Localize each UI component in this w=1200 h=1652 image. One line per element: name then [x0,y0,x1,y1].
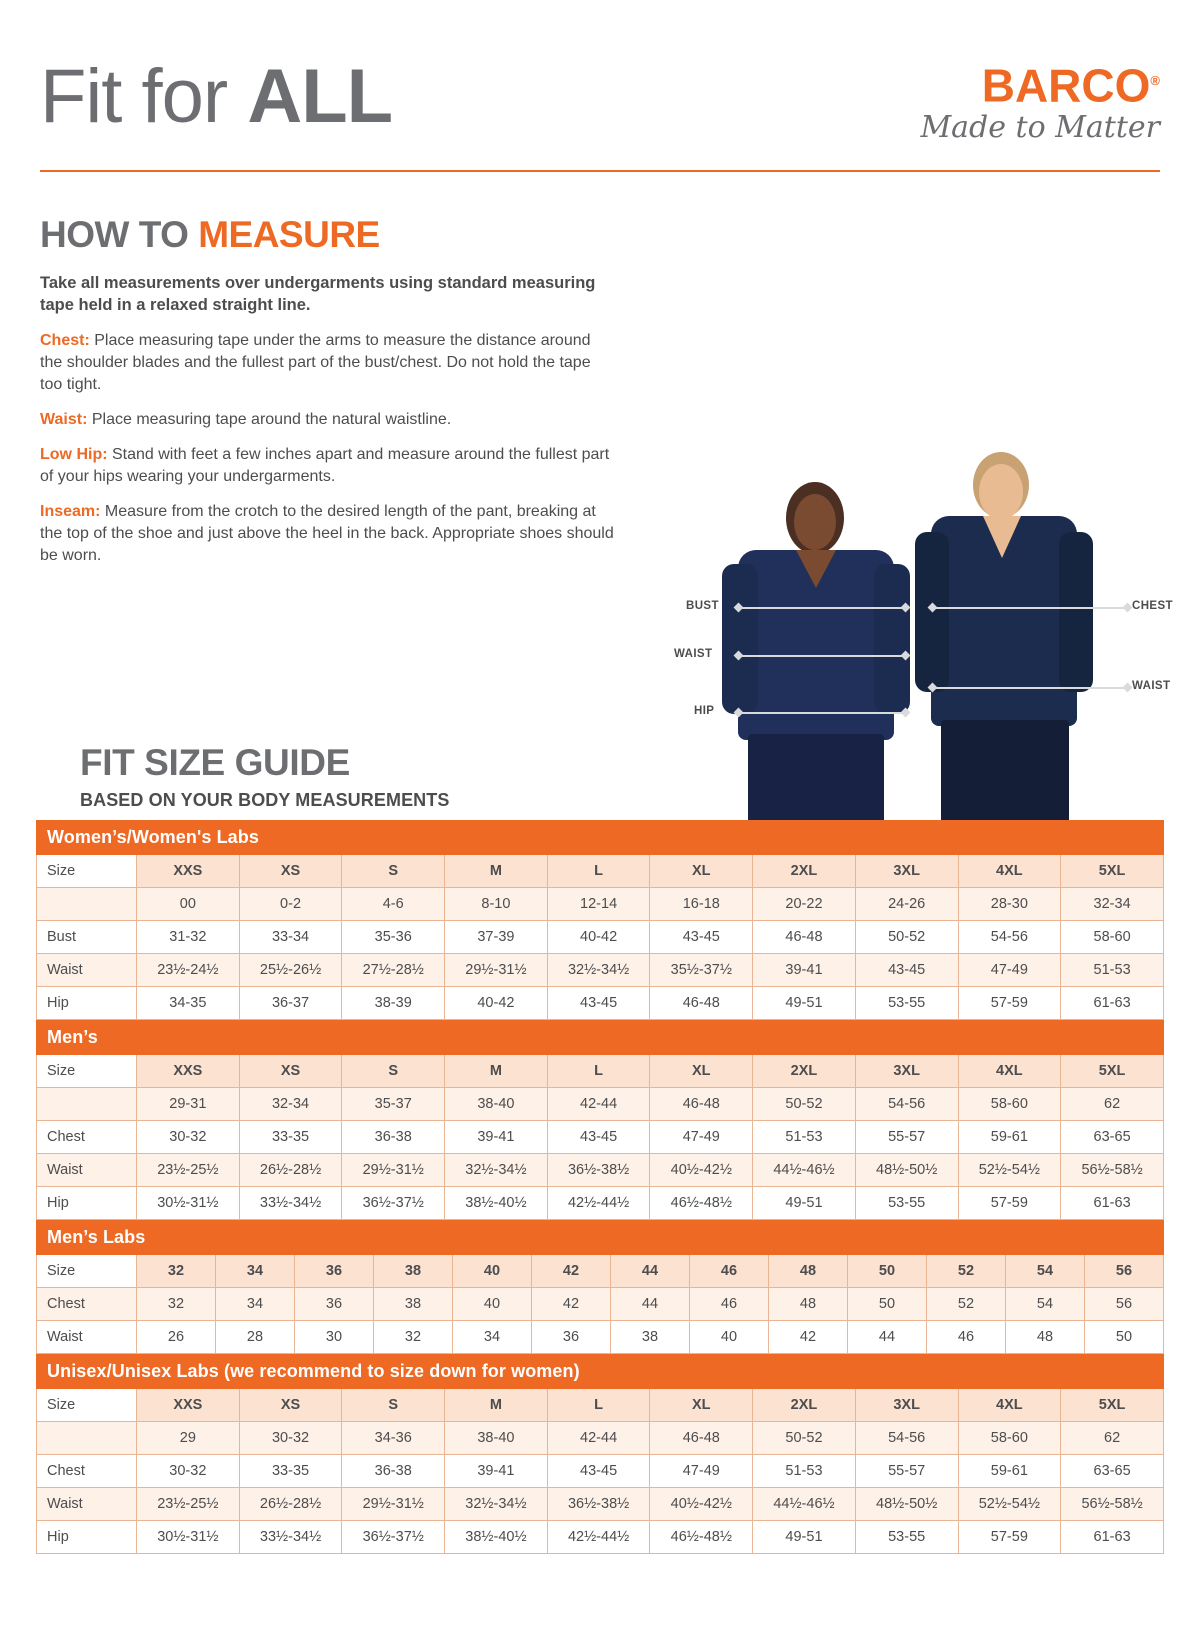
size-cell: XS [239,1055,342,1088]
numeric-cell: 8-10 [445,888,548,921]
numeric-cell: 54-56 [855,1088,958,1121]
size-label-mens-labs: Size [37,1255,137,1288]
table-row [37,954,1164,987]
value-cell: 57-59 [958,1187,1061,1220]
value-cell: 51-53 [1061,954,1164,987]
value-cell: 56½-58½ [1061,1154,1164,1187]
value-cell: 39-41 [445,1121,548,1154]
value-cell: 31-32 [137,921,240,954]
value-cell: 61-63 [1061,1521,1164,1554]
size-cell: XS [239,855,342,888]
size-label-mens: Size [37,1055,137,1088]
female-model-right-arm [874,564,910,714]
value-cell: 52 [927,1288,1006,1321]
value-cell: 53-55 [855,987,958,1020]
value-cell: 56 [1085,1288,1164,1321]
value-cell: 38-39 [342,987,445,1020]
value-cell: 52½-54½ [958,1154,1061,1187]
numeric-row-label [37,1088,137,1121]
numeric-cell: 24-26 [855,888,958,921]
fit-size-guide-subtitle: BASED ON YOUR BODY MEASUREMENTS [80,790,450,810]
value-cell: 34 [216,1288,295,1321]
how-to-measure-title-accent: MEASURE [198,214,380,255]
fit-size-guide-header [80,742,449,811]
numeric-cell: 20-22 [753,888,856,921]
female-model-vneck [796,550,836,588]
value-cell: 36½-37½ [342,1521,445,1554]
measure-item-waist-label: Waist: [40,411,88,428]
value-cell: 36-38 [342,1455,445,1488]
size-cell: 5XL [1061,1389,1164,1422]
value-cell: 46 [690,1288,769,1321]
size-cell: 3XL [855,1055,958,1088]
value-cell: 50 [848,1288,927,1321]
value-cell: 40 [690,1321,769,1354]
value-cell: 49-51 [753,1187,856,1220]
numeric-cell: 50-52 [753,1422,856,1455]
value-cell: 59-61 [958,1455,1061,1488]
hip-measure-line [738,712,906,714]
value-cell: 40-42 [547,921,650,954]
registered-mark-icon: ® [1150,73,1160,88]
value-cell: 48 [769,1288,848,1321]
measure-item-lowhip [40,444,615,488]
value-cell: 39-41 [753,954,856,987]
value-cell: 36½-38½ [547,1488,650,1521]
value-cell: 49-51 [753,1521,856,1554]
value-cell: 53-55 [855,1521,958,1554]
value-cell: 36-37 [239,987,342,1020]
numeric-cell: 32-34 [239,1088,342,1121]
numeric-cell: 4-6 [342,888,445,921]
value-cell: 37-39 [445,921,548,954]
value-cell: 47-49 [650,1455,753,1488]
numeric-cell: 00 [137,888,240,921]
measure-item-inseam-label: Inseam: [40,503,101,520]
value-cell: 56½-58½ [1061,1488,1164,1521]
value-cell: 30½-31½ [137,1187,240,1220]
value-cell: 38 [611,1321,690,1354]
value-cell: 50-52 [855,921,958,954]
value-cell: 38 [374,1288,453,1321]
size-cell: 2XL [753,1055,856,1088]
numeric-row-label [37,1422,137,1455]
row-label-chest: Chest [37,1121,137,1154]
chest-measure-line-male [932,607,1128,609]
value-cell: 58-60 [1061,921,1164,954]
row-label-hip: Hip [37,1521,137,1554]
bust-measure-line [738,607,906,609]
value-cell: 26 [137,1321,216,1354]
value-cell: 32 [374,1321,453,1354]
numeric-cell: 42-44 [547,1088,650,1121]
value-cell: 46 [927,1321,1006,1354]
row-label-waist: Waist [37,1321,137,1354]
value-cell: 33-35 [239,1455,342,1488]
value-cell: 43-45 [650,921,753,954]
size-cell: XS [239,1389,342,1422]
waist-label-left: WAIST [674,648,713,660]
numeric-cell: 16-18 [650,888,753,921]
numeric-cell: 38-40 [445,1422,548,1455]
waist-label-right: WAIST [1132,680,1171,692]
numeric-cell: 34-36 [342,1422,445,1455]
size-cell: L [547,855,650,888]
brand-name [981,58,1160,112]
size-cell: 34 [216,1255,295,1288]
measure-item-chest-text: Place measuring tape under the arms to measure the distance around the shoulder blades and the fullest part of the bust/chest. Do not hold the tape too tight. [40,332,591,393]
value-cell: 46½-48½ [650,1187,753,1220]
value-cell: 40½-42½ [650,1488,753,1521]
measure-item-inseam [40,501,615,567]
value-cell: 23½-24½ [137,954,240,987]
value-cell: 44½-46½ [753,1488,856,1521]
value-cell: 38½-40½ [445,1187,548,1220]
value-cell: 36½-38½ [547,1154,650,1187]
value-cell: 36 [532,1321,611,1354]
size-cell: 3XL [855,1389,958,1422]
size-label-unisex: Size [37,1389,137,1422]
size-cell: 4XL [958,1055,1061,1088]
measure-item-lowhip-text: Stand with feet a few inches apart and measure around the fullest part of your hips wearing your undergarments. [40,446,610,485]
value-cell: 42 [769,1321,848,1354]
value-cell: 30½-31½ [137,1521,240,1554]
male-model [915,452,1095,872]
table-row [37,1288,1164,1321]
value-cell: 30-32 [137,1121,240,1154]
row-label-waist: Waist [37,1488,137,1521]
size-cell: 4XL [958,855,1061,888]
numeric-row-label [37,888,137,921]
table-row [37,1055,1164,1088]
value-cell: 53-55 [855,1187,958,1220]
row-label-waist: Waist [37,954,137,987]
value-cell: 59-61 [958,1121,1061,1154]
value-cell: 35½-37½ [650,954,753,987]
row-label-chest: Chest [37,1455,137,1488]
waist-measure-line-female [738,655,906,657]
value-cell: 34-35 [137,987,240,1020]
value-cell: 51-53 [753,1121,856,1154]
measure-item-waist [40,409,615,431]
numeric-cell: 29 [137,1422,240,1455]
numeric-cell: 35-37 [342,1088,445,1121]
hip-label: HIP [694,705,715,717]
measure-lead-text: Take all measurements over undergarments using standard measuring tape held in a relaxed straight line. [40,274,596,314]
value-cell: 43-45 [547,1455,650,1488]
size-cell: S [342,855,445,888]
numeric-cell: 12-14 [547,888,650,921]
size-cell: 48 [769,1255,848,1288]
value-cell: 63-65 [1061,1121,1164,1154]
value-cell: 35-36 [342,921,445,954]
numeric-cell: 0-2 [239,888,342,921]
value-cell: 30-32 [137,1455,240,1488]
table-category-womens: Women’s/Women's Labs [37,821,1164,855]
size-cell: S [342,1055,445,1088]
size-cell: 46 [690,1255,769,1288]
numeric-cell: 54-56 [855,1422,958,1455]
numeric-cell: 62 [1061,1422,1164,1455]
value-cell: 25½-26½ [239,954,342,987]
numeric-cell: 62 [1061,1088,1164,1121]
male-model-vneck [983,516,1021,558]
table-row [37,1255,1164,1288]
table-row [37,1321,1164,1354]
value-cell: 57-59 [958,987,1061,1020]
table-row [37,855,1164,888]
value-cell: 44 [611,1288,690,1321]
value-cell: 40 [453,1288,532,1321]
size-cell: 5XL [1061,855,1164,888]
value-cell: 42 [532,1288,611,1321]
value-cell: 33½-34½ [239,1521,342,1554]
row-label-waist: Waist [37,1154,137,1187]
page-title-bold: ALL [247,54,393,139]
row-label-chest: Chest [37,1288,137,1321]
value-cell: 26½-28½ [239,1488,342,1521]
value-cell: 33-34 [239,921,342,954]
value-cell: 43-45 [547,987,650,1020]
table-row [37,1121,1164,1154]
size-cell: 52 [927,1255,1006,1288]
brand-logo [900,58,1160,146]
value-cell: 51-53 [753,1455,856,1488]
value-cell: 38½-40½ [445,1521,548,1554]
header-divider [40,170,1160,172]
size-cell: 40 [453,1255,532,1288]
value-cell: 28 [216,1321,295,1354]
value-cell: 43-45 [547,1121,650,1154]
value-cell: 26½-28½ [239,1154,342,1187]
value-cell: 43-45 [855,954,958,987]
value-cell: 36½-37½ [342,1187,445,1220]
value-cell: 42½-44½ [547,1521,650,1554]
value-cell: 23½-25½ [137,1488,240,1521]
numeric-cell: 32-34 [1061,888,1164,921]
page-header [40,52,1160,162]
size-cell: 54 [1006,1255,1085,1288]
value-cell: 32 [137,1288,216,1321]
size-cell: XL [650,855,753,888]
value-cell: 57-59 [958,1521,1061,1554]
value-cell: 47-49 [650,1121,753,1154]
value-cell: 40-42 [445,987,548,1020]
chest-label: CHEST [1132,600,1173,612]
size-tables-container [36,820,1164,1554]
size-cell: L [547,1055,650,1088]
table-category-unisex: Unisex/Unisex Labs (we recommend to size down for women) [37,1355,1164,1389]
size-table-unisex [36,1354,1164,1554]
measure-item-lowhip-label: Low Hip: [40,446,108,463]
how-to-measure-title [40,214,640,256]
value-cell: 63-65 [1061,1455,1164,1488]
table-row [37,1455,1164,1488]
value-cell: 40½-42½ [650,1154,753,1187]
value-cell: 27½-28½ [342,954,445,987]
size-cell: 38 [374,1255,453,1288]
size-cell: 4XL [958,1389,1061,1422]
numeric-cell: 30-32 [239,1422,342,1455]
size-cell: 50 [848,1255,927,1288]
size-cell: XXS [137,1389,240,1422]
value-cell: 44½-46½ [753,1154,856,1187]
bust-label: BUST [686,600,719,612]
male-model-right-arm [1059,532,1093,692]
row-label-hip: Hip [37,1187,137,1220]
value-cell: 55-57 [855,1455,958,1488]
size-cell: M [445,1055,548,1088]
size-cell: M [445,1389,548,1422]
value-cell: 50 [1085,1321,1164,1354]
measure-item-chest-label: Chest: [40,332,90,349]
size-cell: 2XL [753,855,856,888]
numeric-cell: 46-48 [650,1422,753,1455]
value-cell: 29½-31½ [342,1154,445,1187]
value-cell: 33-35 [239,1121,342,1154]
row-label-bust: Bust [37,921,137,954]
size-table-mens-labs [36,1220,1164,1354]
value-cell: 48 [1006,1321,1085,1354]
value-cell: 36-38 [342,1121,445,1154]
value-cell: 32½-34½ [445,1488,548,1521]
table-row [37,1088,1164,1121]
value-cell: 47-49 [958,954,1061,987]
value-cell: 46½-48½ [650,1521,753,1554]
size-table-womens [36,820,1164,1020]
value-cell: 55-57 [855,1121,958,1154]
value-cell: 49-51 [753,987,856,1020]
how-to-measure-title-plain: HOW TO [40,214,199,255]
size-cell: 5XL [1061,1055,1164,1088]
size-label-womens: Size [37,855,137,888]
male-model-face [979,464,1023,520]
value-cell: 36 [295,1288,374,1321]
table-row [37,1521,1164,1554]
waist-measure-line-male [932,687,1128,689]
size-cell: 42 [532,1255,611,1288]
size-cell: S [342,1389,445,1422]
measure-item-waist-text: Place measuring tape around the natural waistline. [87,411,452,428]
value-cell: 42½-44½ [547,1187,650,1220]
value-cell: 46-48 [753,921,856,954]
value-cell: 44 [848,1321,927,1354]
model-illustration [674,422,1200,872]
numeric-cell: 29-31 [137,1088,240,1121]
numeric-cell: 50-52 [753,1088,856,1121]
fit-size-guide-title: FIT SIZE GUIDE [80,742,350,783]
size-cell: 56 [1085,1255,1164,1288]
size-cell: 44 [611,1255,690,1288]
value-cell: 30 [295,1321,374,1354]
value-cell: 46-48 [650,987,753,1020]
table-row [37,921,1164,954]
value-cell: 29½-31½ [342,1488,445,1521]
size-cell: XL [650,1055,753,1088]
table-category-mens-labs: Men’s Labs [37,1221,1164,1255]
value-cell: 23½-25½ [137,1154,240,1187]
page-title-plain: Fit for [40,54,248,139]
table-row [37,1154,1164,1187]
value-cell: 54 [1006,1288,1085,1321]
value-cell: 61-63 [1061,1187,1164,1220]
size-cell: M [445,855,548,888]
size-cell: 3XL [855,855,958,888]
size-cell: 32 [137,1255,216,1288]
size-table-mens [36,1020,1164,1220]
table-row [37,987,1164,1020]
size-cell: 2XL [753,1389,856,1422]
value-cell: 48½-50½ [855,1488,958,1521]
numeric-cell: 58-60 [958,1422,1061,1455]
value-cell: 48½-50½ [855,1154,958,1187]
table-row [37,1488,1164,1521]
table-row [37,1422,1164,1455]
row-label-hip: Hip [37,987,137,1020]
size-cell: XXS [137,1055,240,1088]
value-cell: 54-56 [958,921,1061,954]
value-cell: 39-41 [445,1455,548,1488]
measure-item-chest [40,330,615,396]
female-model [720,472,910,872]
table-row [37,888,1164,921]
value-cell: 32½-34½ [547,954,650,987]
female-model-face [794,494,836,550]
numeric-cell: 58-60 [958,1088,1061,1121]
size-cell: 36 [295,1255,374,1288]
brand-tagline: Made to Matter [920,110,1160,146]
value-cell: 33½-34½ [239,1187,342,1220]
size-guide-page [0,52,1200,1652]
size-cell: XL [650,1389,753,1422]
numeric-cell: 42-44 [547,1422,650,1455]
numeric-cell: 38-40 [445,1088,548,1121]
value-cell: 34 [453,1321,532,1354]
numeric-cell: 28-30 [958,888,1061,921]
how-to-measure-section [40,214,640,567]
table-row [37,1389,1164,1422]
brand-name-text: BARCO [981,59,1151,112]
numeric-cell: 46-48 [650,1088,753,1121]
value-cell: 32½-34½ [445,1154,548,1187]
size-cell: XXS [137,855,240,888]
female-model-left-arm [722,564,758,714]
measure-item-inseam-text: Measure from the crotch to the desired length of the pant, breaking at the top of the shoe and just above the heel in the back. Appropriate shoes should be worn. [40,503,614,564]
size-cell: L [547,1389,650,1422]
value-cell: 29½-31½ [445,954,548,987]
table-row [37,1187,1164,1220]
value-cell: 61-63 [1061,987,1164,1020]
table-category-mens: Men’s [37,1021,1164,1055]
value-cell: 52½-54½ [958,1488,1061,1521]
